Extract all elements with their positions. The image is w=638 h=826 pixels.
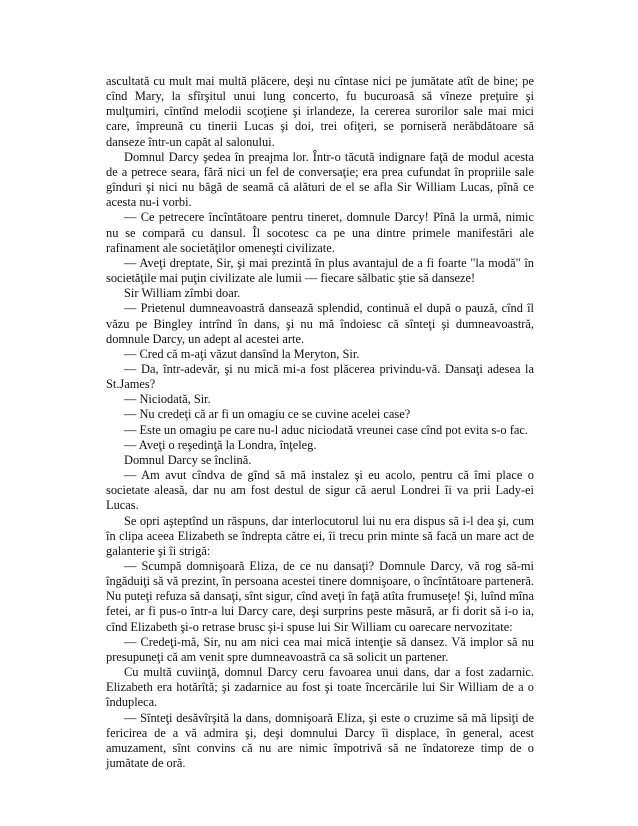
paragraph: — Aveţi dreptate, Sir, şi mai prezintă în plus avantajul de a fi foarte "la modă" în societăţile mai puţin civilizate ale lumii — fiecare sălbatic ştie să danseze!	[106, 255, 534, 286]
paragraph: Se opri aşteptînd un răspuns, dar interlocutorul lui nu era dispus să i-l dea şi, cum în clipa aceea Elizabeth se îndrepta către ei, îi trecu prin minte să facă un mare act de galanterie şi îi strigă:	[106, 513, 534, 558]
paragraph: — Niciodată, Sir.	[124, 392, 211, 407]
paragraph: — Da, într-adevăr, şi nu mică mi-a fost plăcerea privindu-vă. Dansaţi adesea la St.James?	[106, 361, 534, 392]
paragraph: ascultată cu mult mai multă plăcere, deşi nu cîntase nici pe jumătate atît de bine; pe cînd Mary, la sfîrşitul unui lung concerto, fu bucuroasă să vîneze preţuire şi mulţumiri, cîntînd melodii scoţiene şi irlandeze, la cererea surorilor sale mai mici care, împreună cu tinerii Lucas şi doi, trei ofiţeri, se porniseră nerăbdătoare să danseze într-un capăt al salonului.	[106, 74, 534, 149]
paragraph: — Aveţi o reşedinţă la Londra, înţeleg.	[124, 437, 317, 452]
paragraph: — Nu credeţi că ar fi un omagiu ce se cuvine acelei case?	[124, 407, 411, 422]
paragraph: Cu multă cuviinţă, domnul Darcy ceru favoarea unui dans, dar a fost zadarnic. Elizabeth era hotărîtă; şi zadarnice au fost şi toate încercările lui Sir William de a o îndupleca.	[106, 665, 534, 710]
paragraph: — Sînteţi desăvîrşită la dans, domnişoară Eliza, şi este o cruzime să mă lipsiţi de fericirea de a vă admira şi, deşi domnului Darcy îi displace, în general, acest amuzament, sînt convins că nu are nimic împotrivă să ne îndatoreze timp de o jumătate de oră.	[106, 710, 534, 771]
paragraph: Domnul Darcy se înclină.	[124, 452, 252, 467]
paragraph: — Cred că m-aţi văzut dansînd la Meryton, Sir.	[124, 346, 360, 361]
paragraph: Sir William zîmbi doar.	[124, 286, 241, 301]
paragraph: — Credeţi-mă, Sir, nu am nici cea mai mică intenţie să dansez. Vă implor să nu presupuneţi că am venit spre dumneavoastră ca să solicit un partener.	[106, 634, 534, 664]
page-text	[106, 74, 534, 771]
paragraph: — Am avut cîndva de gînd să mă instalez şi eu acolo, pentru că îmi place o societate aleasă, dar nu am fost destul de sigur că aerul Londrei îi va prii Lady-ei Lucas.	[106, 468, 534, 513]
paragraph: — Ce petrecere încîntătoare pentru tineret, domnule Darcy! Pînă la urmă, nimic nu se compară cu dansul. Îl socotesc ca pe una dintre primele manifestări ale rafinament ale societăţilor omeneşti civilizate.	[106, 210, 534, 255]
paragraph: — Prietenul dumneavoastră dansează splendid, continuă el după o pauză, cînd îl văzu pe Bingley intrînd în dans, şi nu mă îndoiesc că sînteţi şi dumneavoastră, domnule Darcy, un adept al acestei arte.	[106, 301, 534, 346]
paragraph: Domnul Darcy şedea în preajma lor. Într-o tăcută indignare faţă de modul acesta de a petrece seara, fără nici un fel de conversaţie; era prea cufundat în propriile sale gînduri şi nici nu băgă de seamă că alături de el se afla Sir William Lucas, pînă ce acesta nu-i vorbi.	[106, 149, 534, 210]
paragraph: — Este un omagiu pe care nu-l aduc niciodată vreunei case cînd pot evita s-o fac.	[124, 422, 528, 437]
paragraph: — Scumpă domnişoară Eliza, de ce nu dansaţi? Domnule Darcy, vă rog să-mi îngăduiţi să vă prezint, în persoana acestei tinere domnişoare, o încîntătoare parteneră. Nu puteţi refuza să dansaţi, sînt sigur, cînd aveţi în faţă atîta frumuseţe! Şi, luînd mîna fetei, ar fi pus-o într-a lui Darcy care, deşi surprins peste măsură, ar fi dorit să i-o ia, cînd Elizabeth şi-o retrase brusc şi-i spuse lui Sir William cu oarecare nervozitate:	[106, 559, 534, 634]
